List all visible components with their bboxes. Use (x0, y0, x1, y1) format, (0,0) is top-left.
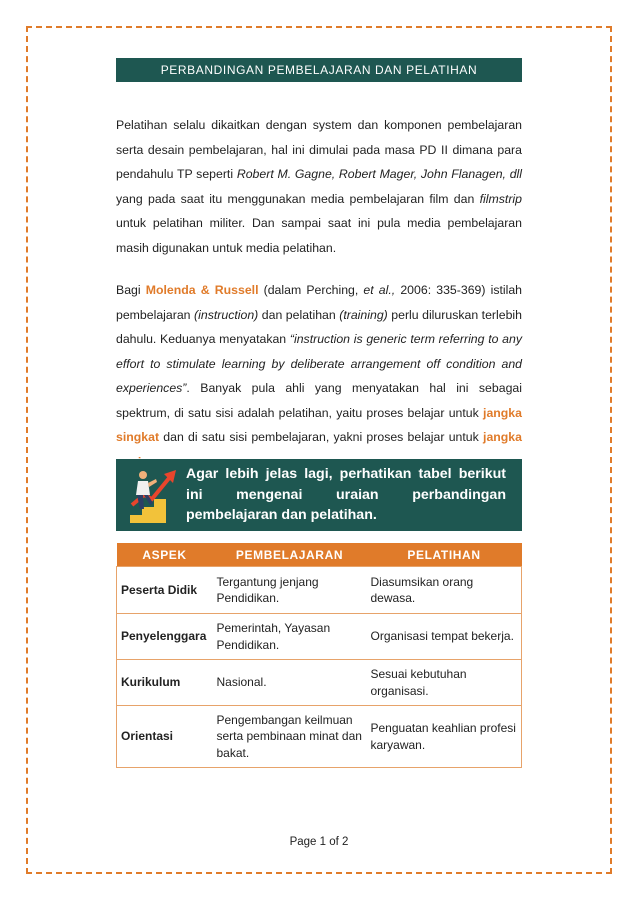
table-header-row (117, 543, 522, 567)
aspect-cell: Kurikulum (117, 660, 213, 706)
p2-etal: et al., (363, 283, 396, 297)
callout-text: Agar lebih jelas lagi, perhatikan tabel berikut ini mengenai uraian perbandingan pembelajaran dan pelatihan. (186, 466, 506, 523)
pelatihan-cell: Organisasi tempat bekerja. (367, 614, 522, 660)
p2-t6: . Banyak pula ahli yang menyatakan hal ini sebagai spektrum, di satu sisi adalah pelatihan, yaitu proses belajar untuk (116, 381, 522, 420)
table-row (117, 706, 522, 768)
p2-t7: dan di satu sisi pembelajaran, yakni proses belajar untuk (159, 430, 484, 444)
paragraph-1-text-c: untuk pelatihan militer. Dan sampai saat ini pula media pembelajaran masih digunakan untuk media pelatihan. (116, 216, 522, 255)
aspect-cell: Orientasi (117, 706, 213, 768)
header-aspek: ASPEK (117, 543, 213, 567)
header-pelatihan: PELATIHAN (367, 543, 522, 567)
paragraph-1-names: Robert M. Gagne, Robert Mager, John Flanagen, dll (236, 167, 523, 181)
aspect-cell: Peserta Didik (117, 567, 213, 614)
long-term-highlight: jangka (483, 430, 522, 444)
climbing-stairs-arrow-icon (126, 465, 182, 525)
table-row (117, 614, 522, 660)
pembelajaran-cell: Pengembangan keilmuan serta pembinaan minat dan bakat. (213, 706, 367, 768)
pembelajaran-cell: Pemerintah, Yayasan Pendidikan. (213, 614, 367, 660)
comparison-table (116, 543, 522, 768)
paragraph-1-text-a: Pelatihan selalu dikaitkan dengan system dan komponen pembelajaran serta desain pembelajaran, hal ini dimulai pada masa PD II dimana para pendahulu TP seperti (116, 118, 522, 181)
p2-t1: Bagi (116, 283, 146, 297)
callout-box (116, 459, 522, 531)
paragraph-1-filmstrip: filmstrip (479, 191, 522, 206)
pelatihan-cell: Penguatan keahlian profesi karyawan. (367, 706, 522, 768)
pelatihan-cell: Sesuai kebutuhan organisasi. (367, 660, 522, 706)
page-number: Page 1 of 2 (289, 836, 349, 848)
p2-training: (training) (339, 307, 388, 322)
table-row (117, 567, 522, 614)
header-pembelajaran: PEMBELAJARAN (213, 543, 367, 567)
authors-highlight: Molenda & Russell (145, 283, 259, 297)
pembelajaran-cell: Nasional. (213, 660, 367, 706)
short-term-highlight: jangka singkat (116, 405, 522, 444)
table-row (117, 660, 522, 706)
paragraph-1 (116, 113, 522, 260)
paragraph-2 (116, 278, 522, 474)
pembelajaran-cell: Tergantung jenjang Pendidikan. (213, 567, 367, 614)
page-title: PERBANDINGAN PEMBELAJARAN DAN PELATIHAN (116, 58, 522, 82)
p2-t4: dan pelatihan (258, 307, 340, 322)
p2-t2: (dalam Perching, (258, 283, 364, 297)
p2-t3: 2006: 335-369) istilah pembelajaran (116, 283, 523, 322)
paragraph-1-text-b: yang pada saat itu menggunakan media pembelajaran film dan (116, 191, 480, 206)
p2-instruction: (instruction) (194, 307, 259, 322)
p2-t5: perlu diluruskan terlebih dahulu. Keduanya menyatakan (116, 307, 523, 346)
p2-quote: “instruction is generic term referring to any effort to stimulate learning by deliberate arrangement off condition and experiences” (116, 332, 522, 395)
pelatihan-cell: Diasumsikan orang dewasa. (367, 567, 522, 614)
aspect-cell: Penyelenggara (117, 614, 213, 660)
